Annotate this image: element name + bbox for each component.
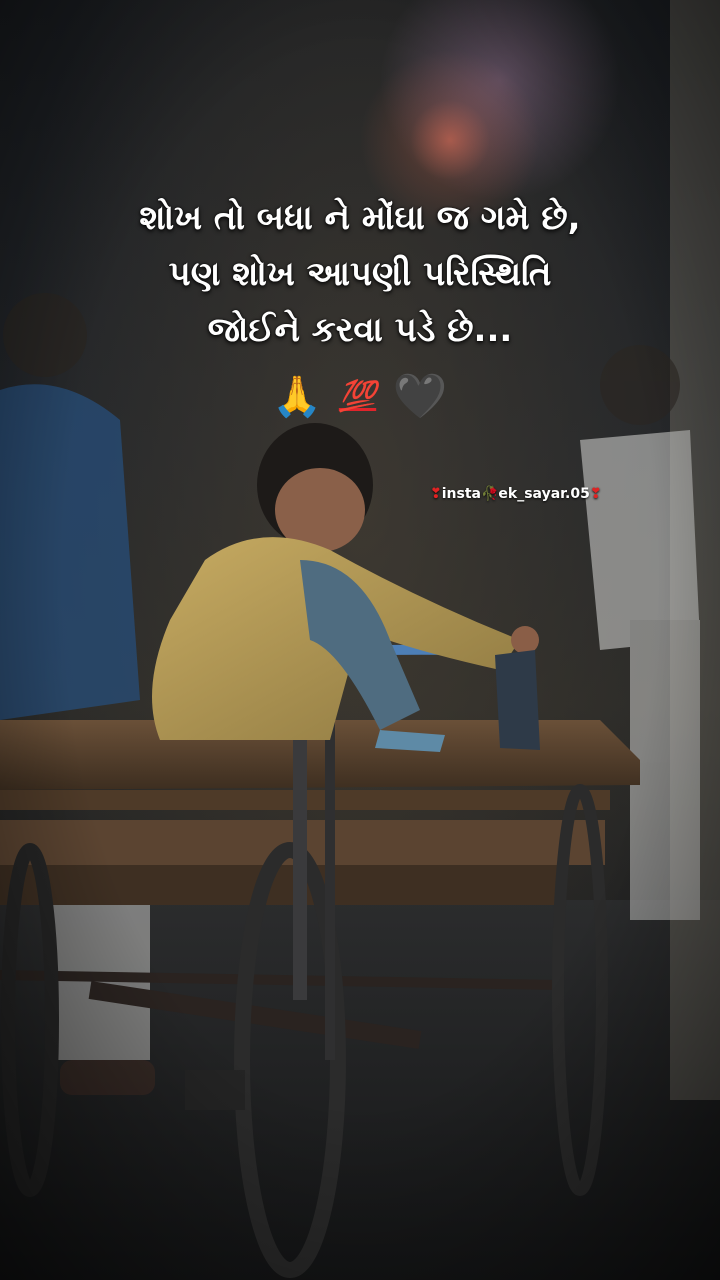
folded-hands-icon: 🙏 [272,373,323,420]
hundred-points-icon: 💯 [338,378,377,414]
emoji-row [0,370,720,426]
watermark-prefix: insta [441,486,481,502]
quote-line-3: જોઈને કરવા પડે છે... [207,310,513,350]
heart-exclamation-icon-right: ❣ [589,486,602,502]
wilted-rose-icon: 🥀 [480,486,499,502]
black-heart-icon: 🖤 [392,371,448,422]
quote-line-1: શોખ તો બધા ને મોંઘા જ ગમે છે, [139,198,581,238]
instagram-watermark [430,486,602,502]
watermark-handle: ek_sayar.05 [498,486,590,502]
quote-caption [40,190,680,358]
heart-exclamation-icon: ❣ [430,486,442,502]
quote-line-2: પણ શોખ આપણી પરિસ્થિતિ [168,254,552,294]
